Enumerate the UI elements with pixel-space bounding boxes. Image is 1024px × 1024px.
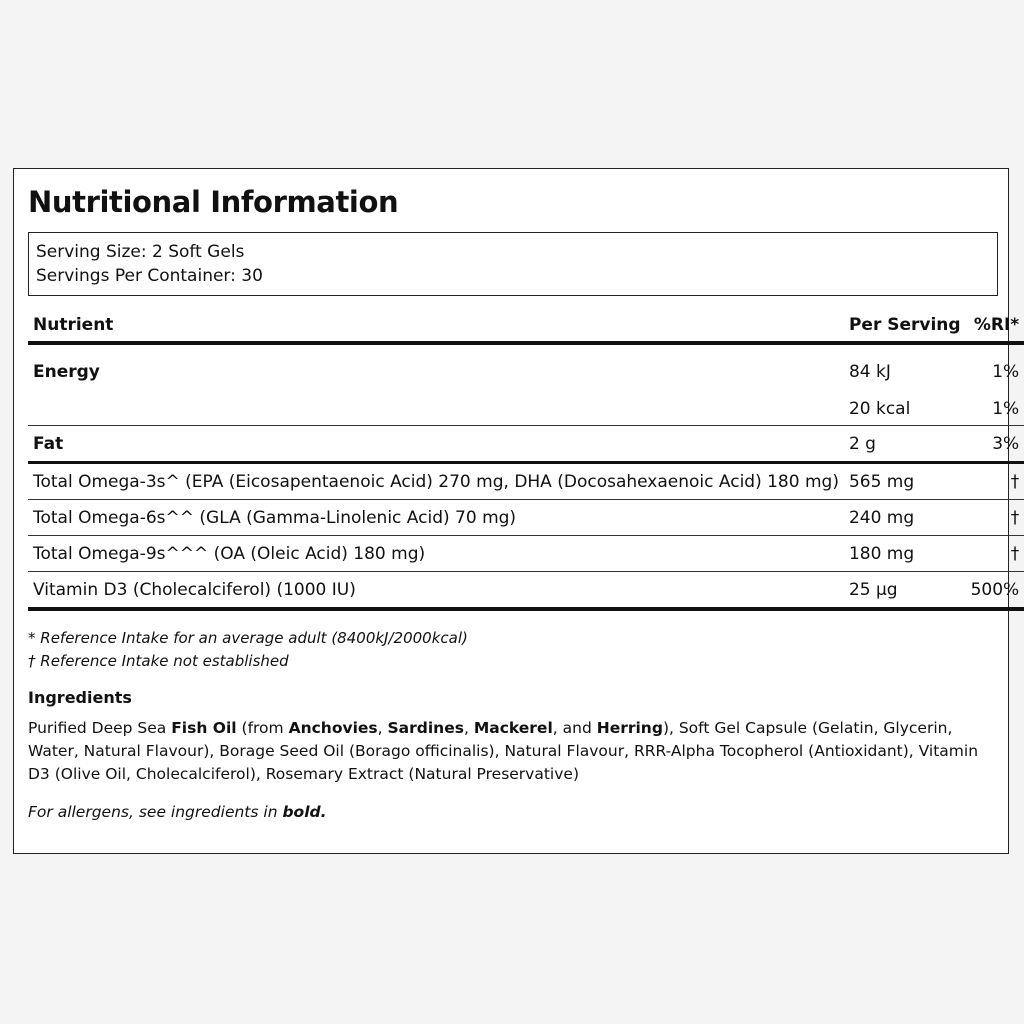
allergen-anchovies: Anchovies: [288, 719, 378, 737]
ingredients-segment: Purified Deep Sea: [28, 719, 172, 737]
footnote-ri: * Reference Intake for an average adult (8400kJ/2000kcal): [28, 629, 468, 647]
table-header-row: [28, 309, 1024, 343]
table-row: [28, 393, 1024, 426]
nutrient-name: Energy: [33, 362, 100, 382]
table-row: [28, 343, 1024, 393]
header-nutrient: Nutrient: [33, 315, 114, 335]
table-row: [28, 572, 1024, 610]
nutrient-value: 180 mg: [848, 543, 915, 564]
allergen-fish-oil: Fish Oil: [171, 719, 237, 737]
nutrition-table: [28, 309, 1024, 611]
ingredients-segment: , and: [552, 719, 597, 737]
allergen-note: [28, 803, 327, 821]
nutrient-name: Fat: [33, 433, 64, 454]
nutrient-value: 240 mg: [848, 507, 915, 528]
nutrient-ri: 1%: [992, 399, 1020, 419]
servings-per-container: Servings Per Container: 30: [36, 266, 263, 286]
serving-size: Serving Size: 2 Soft Gels: [36, 242, 245, 262]
table-row: [28, 463, 1024, 500]
nutrient-value: 84 kJ: [848, 362, 891, 382]
header-ri: %RI*: [973, 315, 1020, 335]
ingredients-segment: ), Soft Gel Capsule (Gelatin, Glycerin, Water, Natural Flavour), Borage Seed Oil (Borago officinalis), Natural Flavour, RRR-Alpha Tocopherol (Antioxidant), Vitamin D3 (Olive Oil, Cholecalciferol), Rosemary Extract (Natural Preservative): [28, 719, 979, 783]
nutrition-label-panel: [13, 168, 1020, 854]
nutrient-name: Total Omega-9s^^^ (OA (Oleic Acid) 180 mg): [33, 543, 426, 564]
footnote-not-established: † Reference Intake not established: [28, 652, 289, 670]
table-row: [28, 426, 1024, 463]
ingredients-segment: ,: [377, 719, 388, 737]
page-title: Nutritional Information: [28, 185, 399, 219]
ingredients-text: [28, 717, 996, 786]
allergen-note-bold: bold.: [282, 803, 327, 821]
serving-info-box: [28, 232, 998, 296]
nutrient-name: Total Omega-6s^^ (GLA (Gamma-Linolenic Acid) 70 mg): [33, 507, 517, 528]
allergen-herring: Herring: [596, 719, 663, 737]
nutrient-ri: 3%: [992, 433, 1020, 454]
allergen-note-text: For allergens, see ingredients in: [28, 803, 283, 821]
ingredients-heading: Ingredients: [28, 688, 132, 707]
nutrient-value: 25 µg: [848, 579, 898, 600]
nutrient-ri: †: [1010, 543, 1020, 564]
nutrient-ri: †: [1010, 471, 1020, 492]
table-row: [28, 500, 1024, 536]
table-row: [28, 536, 1024, 572]
allergen-sardines: Sardines: [387, 719, 464, 737]
nutrient-value: 2 g: [848, 433, 876, 454]
ingredients-segment: (from: [236, 719, 289, 737]
footnotes: [28, 627, 468, 673]
allergen-mackerel: Mackerel: [473, 719, 553, 737]
nutrient-value: 20 kcal: [848, 399, 911, 419]
nutrient-ri: †: [1010, 507, 1020, 528]
ingredients-segment: ,: [463, 719, 474, 737]
nutrient-name: Total Omega-3s^ (EPA (Eicosapentaenoic Acid) 270 mg, DHA (Docosahexaenoic Acid) 180 mg): [33, 471, 839, 492]
nutrient-ri: 500%: [970, 579, 1020, 600]
nutrient-name-empty: [28, 393, 844, 426]
nutrient-value: 565 mg: [848, 471, 915, 492]
header-per-serving: Per Serving: [848, 315, 961, 335]
nutrient-name: Vitamin D3 (Cholecalciferol) (1000 IU): [33, 579, 356, 600]
nutrient-ri: 1%: [992, 362, 1020, 382]
